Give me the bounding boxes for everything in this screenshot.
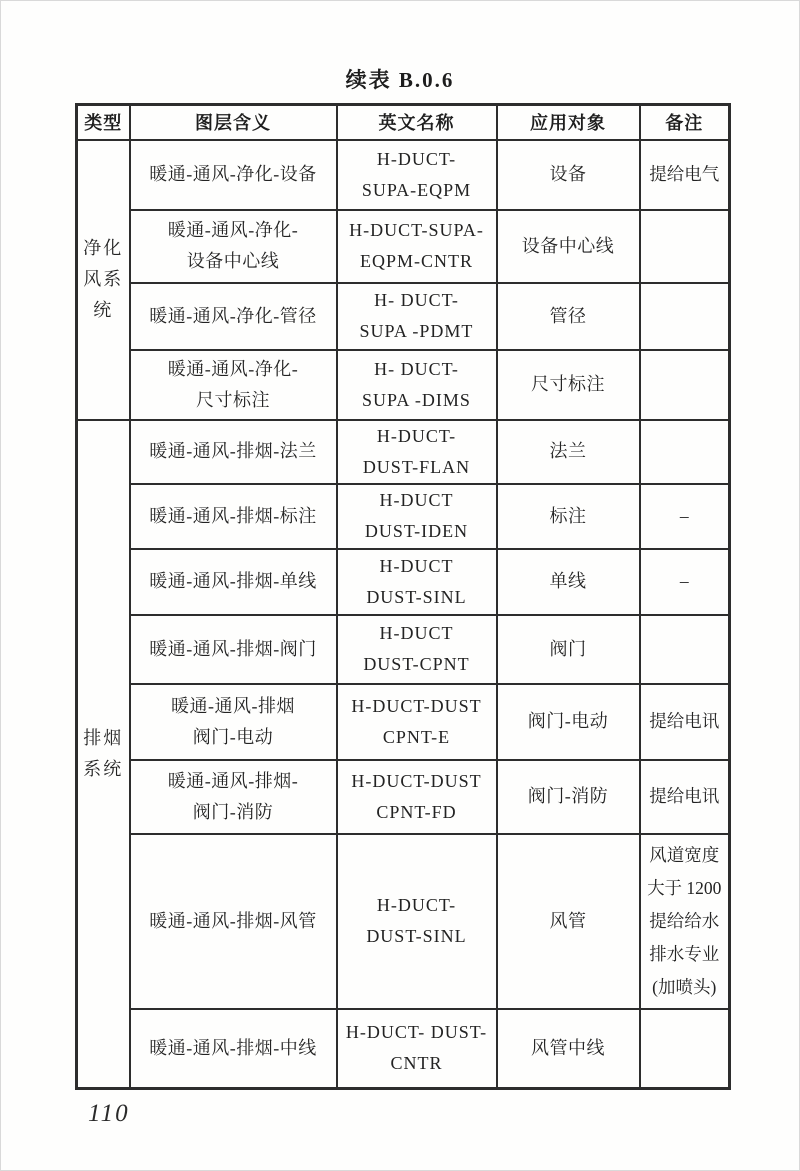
cell-application-target (497, 210, 640, 283)
cell-remark (640, 1009, 730, 1089)
cell-text-line: 暖通-通风-净化-管径 (149, 305, 317, 326)
cell-english-name (337, 549, 497, 615)
cell-layer-meaning (130, 210, 337, 283)
cell-layer-meaning (130, 549, 337, 615)
cell-remark (640, 834, 730, 1009)
cell-layer-meaning (130, 1009, 337, 1089)
cell-text-line: – (679, 571, 689, 591)
layer-standard-table (75, 103, 731, 1090)
cell-application-target (497, 615, 640, 684)
cell-text-line: 暖通-通风-排烟-阀门 (149, 638, 317, 659)
cell-text-line: 提给给水 (649, 910, 720, 931)
cell-remark (640, 615, 730, 684)
cell-english-name (337, 615, 497, 684)
cell-text-line: DUST-FLAN (362, 456, 471, 477)
cell-text-line: 排水专业 (649, 943, 720, 964)
cell-remark (640, 760, 730, 834)
cell-text-line: 单线 (549, 571, 587, 591)
cell-text-line: 系统 (83, 758, 124, 779)
cell-remark (640, 684, 730, 760)
table-row (77, 684, 730, 760)
cell-application-target (497, 834, 640, 1009)
cell-text-line: 暖通-通风-排烟-单线 (149, 571, 317, 591)
cell-application-target (497, 760, 640, 834)
cell-text-line: H-DUCT-SUPA- (349, 220, 484, 240)
cell-text-line: DUST-SINL (366, 926, 467, 946)
cell-text-line: 暖通-通风-排烟-中线 (149, 1037, 317, 1058)
cell-text-line: 尺寸标注 (531, 374, 605, 394)
cell-text-line: 净化 (83, 238, 124, 258)
cell-remark (640, 420, 730, 484)
cell-english-name (337, 484, 497, 549)
cell-remark (640, 283, 730, 350)
table-row (77, 615, 730, 684)
cell-application-target (497, 684, 640, 760)
cell-text-line: 暖通-通风-排烟-风管 (149, 910, 317, 931)
cell-text-line: CNTR (390, 1053, 443, 1074)
cell-layer-meaning (130, 684, 337, 760)
header-row (77, 105, 730, 140)
cell-text-line: 大于 1200 (647, 877, 722, 898)
cell-text-line: 提给电讯 (649, 711, 720, 731)
table-row (77, 549, 730, 615)
cell-layer-meaning (130, 834, 337, 1009)
column-header: 应用对象 (497, 105, 640, 140)
table-row (77, 834, 730, 1009)
page-number: 110 (88, 1100, 130, 1127)
cell-remark (640, 210, 730, 283)
cell-text-line: 暖通-通风-排烟- (167, 770, 299, 791)
cell-layer-meaning (130, 615, 337, 684)
cell-text-line: H-DUCT- (376, 895, 457, 915)
cell-remark (640, 140, 730, 210)
cell-text-line: H-DUCT (379, 555, 454, 576)
cell-text-line: – (679, 505, 689, 526)
cell-english-name (337, 350, 497, 420)
cell-text-line: 风道宽度 (649, 844, 720, 865)
cell-text-line: 阀门-消防 (527, 786, 609, 806)
cell-english-name (337, 760, 497, 834)
column-header: 英文名称 (337, 105, 497, 140)
cell-text-line: 法兰 (549, 441, 587, 461)
cell-text-line: 风系 (83, 269, 124, 289)
cell-text-line: DUST-SINL (366, 586, 467, 607)
cell-english-name (337, 834, 497, 1009)
cell-text-line: 统 (93, 300, 114, 320)
column-header: 备注 (640, 105, 730, 140)
cell-application-target (497, 484, 640, 549)
cell-text-line: 设备中心线 (521, 235, 615, 256)
cell-text-line: 阀门-电动 (527, 711, 609, 731)
cell-application-target (497, 549, 640, 615)
cell-application-target (497, 1009, 640, 1089)
cell-text-line: H-DUCT- (376, 425, 457, 446)
cell-layer-meaning (130, 283, 337, 350)
cell-text-line: 暖通-通风-净化- (167, 220, 299, 240)
cell-text-line: 提给电讯 (649, 786, 720, 806)
cell-text-line: H-DUCT- DUST- (345, 1022, 488, 1043)
cell-text-line: H-DUCT-DUST (351, 770, 482, 791)
cell-text-line: 暖通-通风-净化- (167, 358, 299, 379)
cell-text-line: DUST-CPNT (363, 654, 470, 674)
cell-text-line: 暖通-通风-排烟-法兰 (149, 441, 317, 461)
cell-english-name (337, 140, 497, 210)
cell-text-line: DUST-IDEN (364, 521, 469, 541)
cell-text-line: 尺寸标注 (196, 389, 270, 410)
cell-text-line: 暖通-通风-排烟-标注 (149, 505, 317, 526)
cell-layer-meaning (130, 140, 337, 210)
cell-english-name (337, 1009, 497, 1089)
cell-system-type (77, 140, 130, 420)
cell-english-name (337, 684, 497, 760)
table-row (77, 1009, 730, 1089)
cell-text-line: H- DUCT- (374, 358, 459, 379)
table-row (77, 140, 730, 210)
cell-text-line: 排烟 (83, 727, 124, 748)
cell-text-line: SUPA -DIMS (362, 389, 471, 410)
table-row (77, 283, 730, 350)
table-row (77, 760, 730, 834)
cell-text-line: 暖通-通风-净化-设备 (149, 164, 317, 184)
cell-text-line: 设备中心线 (186, 251, 280, 271)
table-row (77, 484, 730, 549)
cell-application-target (497, 420, 640, 484)
cell-layer-meaning (130, 484, 337, 549)
cell-english-name (337, 283, 497, 350)
cell-text-line: H-DUCT (379, 490, 454, 510)
cell-text-line: 暖通-通风-排烟 (171, 695, 295, 716)
cell-text-line: H-DUCT (379, 623, 454, 643)
cell-text-line: SUPA-EQPM (361, 179, 472, 200)
cell-text-line: H-DUCT-DUST (351, 695, 482, 716)
cell-text-line: 阀门-电动 (192, 726, 274, 747)
cell-text-line: H-DUCT- (376, 148, 457, 169)
cell-text-line: EQPM-CNTR (359, 251, 473, 271)
cell-text-line: 设备 (549, 164, 587, 184)
cell-text-line: H- DUCT- (374, 290, 459, 310)
cell-english-name (337, 210, 497, 283)
cell-text-line: 提给电气 (649, 164, 720, 184)
cell-text-line: 管径 (549, 305, 587, 326)
cell-application-target (497, 140, 640, 210)
column-header: 类型 (77, 105, 130, 140)
cell-remark (640, 484, 730, 549)
table-row (77, 420, 730, 484)
cell-application-target (497, 283, 640, 350)
column-header: 图层含义 (130, 105, 337, 140)
table-row (77, 210, 730, 283)
cell-text-line: (加喷头) (652, 976, 717, 997)
cell-text-line: SUPA -PDMT (359, 321, 474, 341)
cell-system-type (77, 420, 130, 1089)
cell-layer-meaning (130, 350, 337, 420)
cell-remark (640, 549, 730, 615)
cell-text-line: 阀门 (549, 638, 587, 659)
cell-text-line: 阀门-消防 (192, 801, 274, 822)
cell-text-line: CPNT-E (382, 726, 451, 747)
table-title: 续表 B.0.6 (345, 68, 455, 92)
cell-english-name (337, 420, 497, 484)
table-row (77, 350, 730, 420)
cell-text-line: 风管 (549, 910, 587, 931)
cell-remark (640, 350, 730, 420)
cell-text-line: 风管中线 (531, 1037, 605, 1058)
cell-layer-meaning (130, 760, 337, 834)
cell-layer-meaning (130, 420, 337, 484)
cell-text-line: 标注 (549, 505, 587, 526)
cell-text-line: CPNT-FD (376, 801, 457, 822)
cell-application-target (497, 350, 640, 420)
